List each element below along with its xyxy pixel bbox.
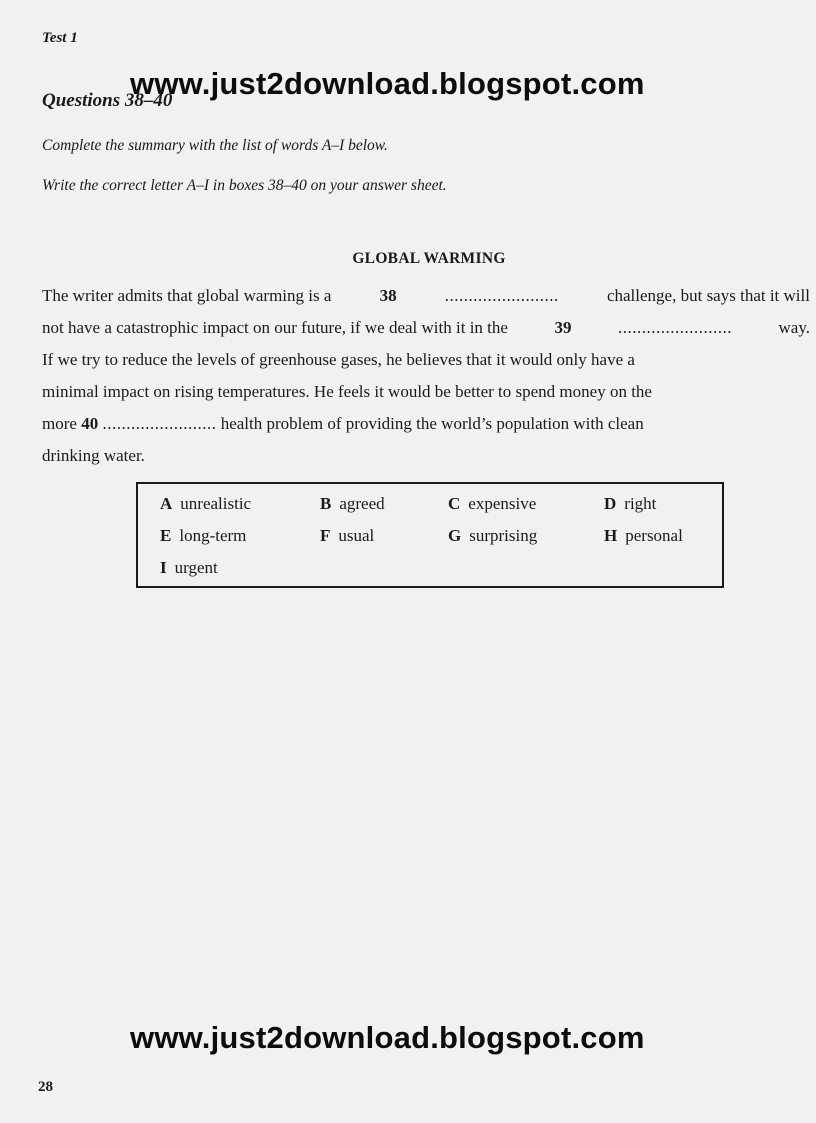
page-number: 28 [38,1079,53,1095]
summary-line-2: not have a catastrophic impact on our future, if we deal with it in the 39 ........................ way. [42,312,810,344]
question-40-number: 40 [81,414,99,433]
question-38-number: 38 [379,286,397,305]
watermark-top: www.just2download.blogspot.com [130,66,645,101]
instruction-complete-summary: Complete the summary with the list of words A–I below. [42,137,388,154]
watermark-bottom: www.just2download.blogspot.com [130,1020,645,1055]
word-option: I urgent [160,558,218,577]
question-39-gap[interactable]: ........................ [618,318,732,337]
summary-title: GLOBAL WARMING [352,250,506,267]
summary-text [42,280,810,472]
instruction-write-letter: Write the correct letter A–I in boxes 38–40 on your answer sheet. [42,177,447,194]
question-39-number: 39 [554,318,572,337]
summary-line-3: If we try to reduce the levels of greenhouse gases, he believes that it would only have a [42,350,635,369]
summary-line-1: The writer admits that global warming is a 38 ........................ challenge, but says that it will [42,280,810,312]
question-40-gap[interactable]: ........................ [102,414,217,433]
word-list-box [136,482,724,588]
summary-line-6: drinking water. [42,446,145,465]
questions-heading: Questions 38–40 [42,90,173,111]
word-option: F usual [320,526,375,545]
test-label: Test 1 [42,30,78,46]
summary-line-5: more 40 ........................ health problem of providing the world’s population with clean [42,414,644,433]
summary-line-4: minimal impact on rising temperatures. He feels it would be better to spend money on the [42,382,652,401]
word-option: H personal [604,526,683,545]
word-option: D right [604,494,657,513]
word-option: C expensive [448,494,537,513]
word-option: G surprising [448,526,538,545]
word-option: B agreed [320,494,385,513]
word-option: A unrealistic [160,494,252,513]
question-38-gap[interactable]: ........................ [444,286,559,305]
word-option: E long-term [160,526,247,545]
